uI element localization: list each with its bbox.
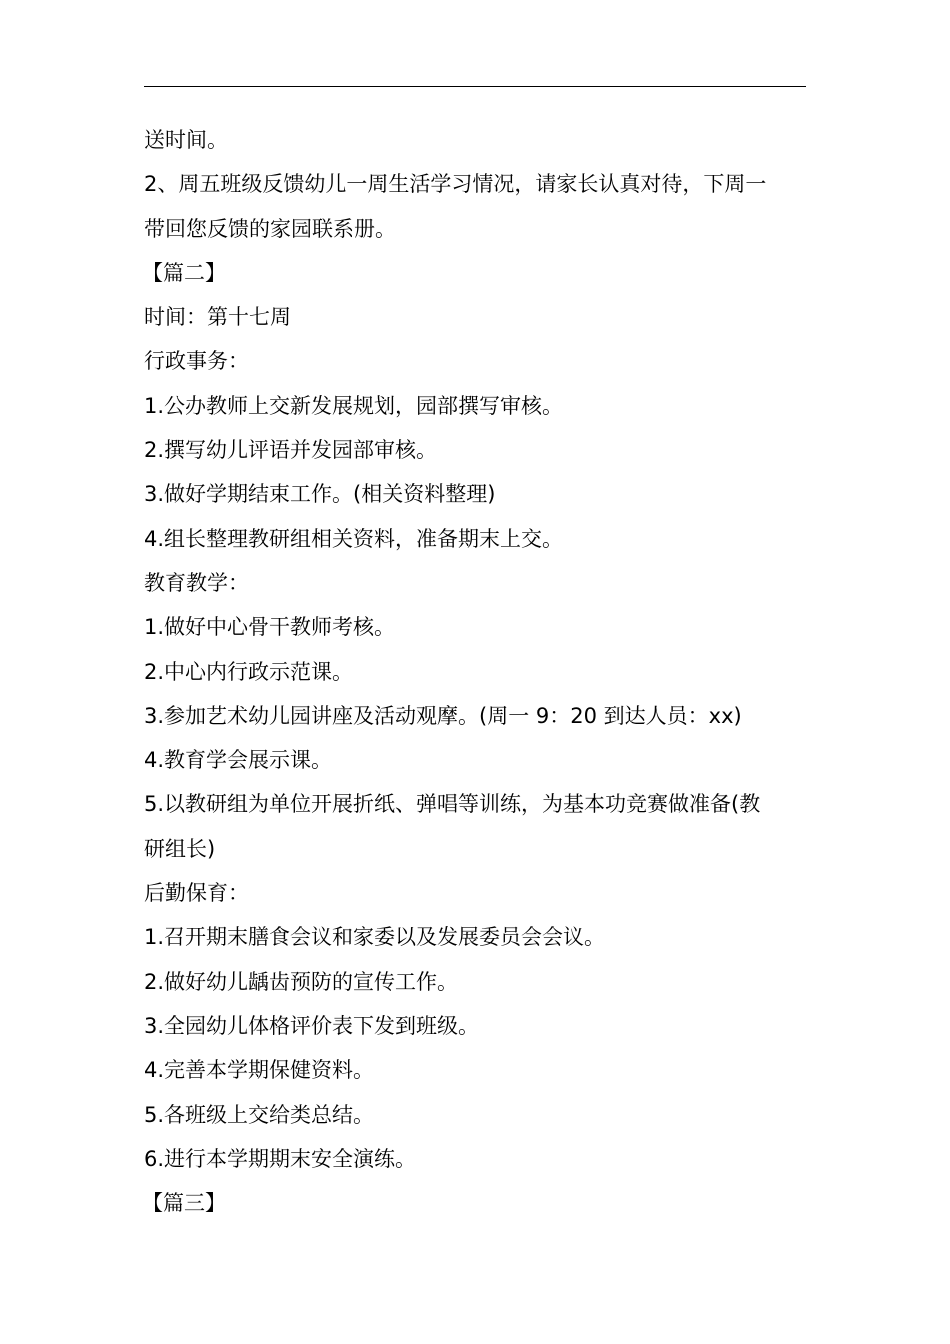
list-item: 1.召开期末膳食会议和家委以及发展委员会会议。 bbox=[144, 925, 606, 950]
list-item: 3.做好学期结束工作。(相关资料整理) bbox=[144, 482, 496, 507]
document-body bbox=[144, 118, 812, 1225]
list-item: 1.做好中心骨干教师考核。 bbox=[144, 615, 396, 640]
list-item: 4.完善本学期保健资料。 bbox=[144, 1058, 375, 1083]
category-heading: 教育教学： bbox=[144, 570, 249, 595]
list-item: 2.做好幼儿龋齿预防的宣传工作。 bbox=[144, 969, 459, 994]
list-item: 5.各班级上交给类总结。 bbox=[144, 1102, 375, 1127]
continuation-line: 带回您反馈的家园联系册。 bbox=[144, 216, 396, 241]
list-item: 3.参加艺术幼儿园讲座及活动观摩。(周一 9：20 到达人员：xx) bbox=[144, 703, 742, 728]
header-rule bbox=[144, 86, 806, 87]
list-item: 2、周五班级反馈幼儿一周生活学习情况，请家长认真对待，下周一 bbox=[144, 172, 767, 197]
category-heading: 行政事务： bbox=[144, 349, 249, 374]
section-heading: 【篇三】 bbox=[142, 1191, 226, 1216]
list-item: 2.中心内行政示范课。 bbox=[144, 659, 354, 684]
list-item: 3.全园幼儿体格评价表下发到班级。 bbox=[144, 1013, 480, 1038]
category-heading: 后勤保育： bbox=[144, 881, 249, 906]
time-line: 时间：第十七周 bbox=[144, 305, 291, 330]
list-item: 2.撰写幼儿评语并发园部审核。 bbox=[144, 438, 438, 463]
continuation-line: 送时间。 bbox=[144, 128, 228, 152]
list-item: 5.以教研组为单位开展折纸、弹唱等训练，为基本功竞赛做准备(教 bbox=[144, 792, 761, 817]
list-item: 4.组长整理教研组相关资料，准备期末上交。 bbox=[144, 526, 564, 551]
continuation-line: 研组长) bbox=[144, 836, 216, 861]
list-item: 6.进行本学期期末安全演练。 bbox=[144, 1146, 417, 1171]
list-item: 1.公办教师上交新发展规划，园部撰写审核。 bbox=[144, 393, 564, 418]
list-item: 4.教育学会展示课。 bbox=[144, 748, 333, 773]
section-heading: 【篇二】 bbox=[142, 260, 226, 285]
